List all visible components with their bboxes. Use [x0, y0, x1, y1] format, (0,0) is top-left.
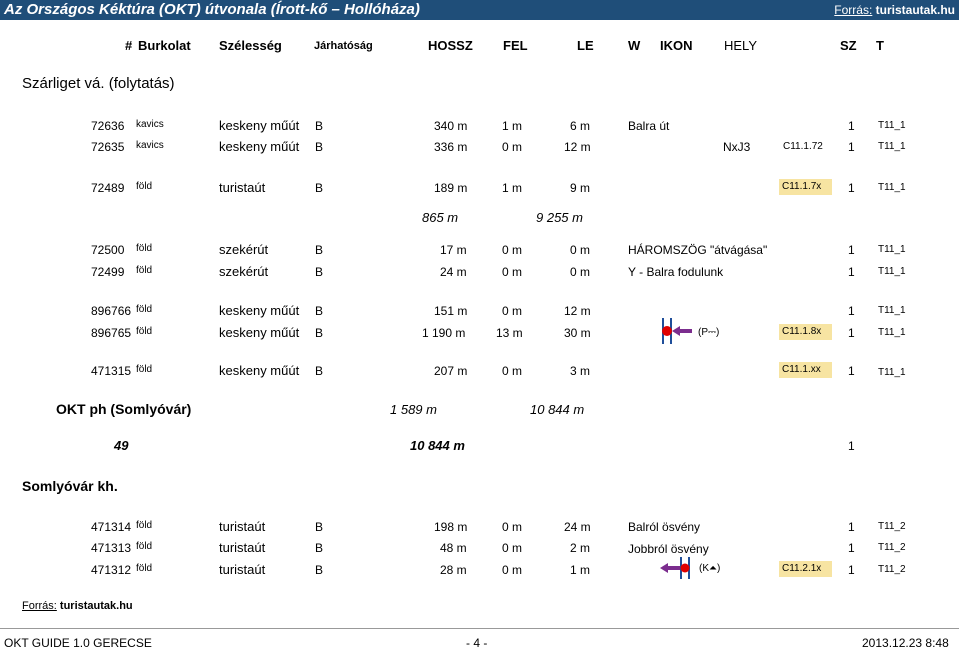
source-value: turistautak.hu — [875, 3, 955, 17]
row-t: T11_1 — [878, 120, 906, 131]
row-width: szekérút — [219, 242, 269, 257]
footer-source-label[interactable]: Forrás: — [22, 600, 57, 612]
row-down: 1 m — [570, 563, 591, 577]
row-waypoint: Jobbról ösvény — [628, 542, 709, 556]
subtotal-cumulative: 9 255 m — [536, 210, 583, 225]
row-t: T11_2 — [878, 542, 906, 553]
row-width: keskeny műút — [219, 139, 300, 154]
subtotal-length: 1 589 m — [390, 402, 437, 417]
place-code-box: C11.1.7x — [779, 179, 832, 195]
row-down: 0 m — [570, 243, 591, 257]
row-surface: föld — [136, 541, 153, 552]
col-length: HOSSZ — [428, 38, 473, 53]
row-t: T11_1 — [878, 367, 906, 378]
row-up: 0 m — [502, 304, 523, 318]
footer-guide: OKT GUIDE 1.0 GERECSE — [4, 636, 152, 650]
row-length: 207 m — [434, 364, 468, 378]
row-width: keskeny műút — [219, 303, 300, 318]
row-waypoint: Y - Balra fodulunk — [628, 265, 724, 279]
row-width: turistaút — [219, 562, 266, 577]
row-waypoint: HÁROMSZÖG "átvágása" — [628, 243, 768, 257]
row-down: 0 m — [570, 265, 591, 279]
row-width: turistaút — [219, 180, 266, 195]
row-down: 24 m — [564, 520, 591, 534]
row-t: T11_1 — [878, 182, 906, 193]
row-id: 471312 — [91, 563, 132, 577]
row-length: 336 m — [434, 140, 468, 154]
row-id: 72499 — [91, 265, 125, 279]
row-id: 896765 — [91, 326, 132, 340]
row-length: 189 m — [434, 181, 468, 195]
row-down: 12 m — [564, 304, 591, 318]
row-length: 17 m — [440, 243, 467, 257]
col-passability: Járhatóság — [314, 40, 373, 52]
row-sz: 1 — [848, 520, 855, 534]
row-id: 471315 — [91, 364, 132, 378]
row-sz: 1 — [848, 243, 855, 257]
row-sz: 1 — [848, 140, 855, 154]
row-surface: föld — [136, 364, 153, 375]
row-t: T11_1 — [878, 327, 906, 338]
footer-source — [22, 600, 133, 612]
total-sz: 1 — [848, 439, 855, 453]
row-width: keskeny műút — [219, 363, 300, 378]
row-length: 340 m — [434, 119, 468, 133]
row-length: 24 m — [440, 265, 467, 279]
row-pass: B — [315, 326, 324, 340]
col-sz: SZ — [840, 38, 857, 53]
row-id: 72489 — [91, 181, 125, 195]
footer-date: 2013.12.23 8:48 — [862, 636, 949, 650]
row-up: 0 m — [502, 265, 523, 279]
row-pass: B — [315, 304, 324, 318]
row-pass: B — [315, 541, 324, 555]
place-code-box: C11.2.1x — [779, 561, 832, 577]
col-down: LE — [577, 38, 594, 53]
row-width: keskeny műút — [219, 118, 300, 133]
col-num: # — [125, 38, 133, 53]
row-surface: kavics — [136, 140, 164, 151]
row-sz: 1 — [848, 181, 855, 195]
source-label[interactable]: Forrás: — [834, 3, 873, 17]
col-up: FEL — [503, 38, 528, 53]
row-pass: B — [315, 520, 324, 534]
row-pass: B — [315, 119, 324, 133]
row-sz: 1 — [848, 326, 855, 340]
subtotal-length: 865 m — [422, 210, 459, 225]
section-somlyovar: Somlyóvár kh. — [22, 478, 118, 494]
row-surface: föld — [136, 304, 153, 315]
section-szarliget: Szárliget vá. (folytatás) — [22, 75, 175, 92]
row-down: 9 m — [570, 181, 591, 195]
row-length: 151 m — [434, 304, 468, 318]
row-surface: föld — [136, 265, 153, 276]
row-pass: B — [315, 364, 324, 378]
row-sz: 1 — [848, 304, 855, 318]
row-pass: B — [315, 243, 324, 257]
row-surface: föld — [136, 326, 153, 337]
row-t: T11_1 — [878, 244, 906, 255]
row-icon-code: (K⏶) — [699, 563, 721, 574]
row-t: T11_2 — [878, 521, 906, 532]
row-icon-code: (P⎓) — [698, 327, 720, 338]
row-id: 896766 — [91, 304, 132, 318]
row-sz: 1 — [848, 119, 855, 133]
row-down: 6 m — [570, 119, 591, 133]
total-count: 49 — [114, 438, 129, 453]
row-up: 1 m — [502, 181, 523, 195]
footer-page-number: - 4 - — [466, 636, 488, 650]
row-up: 0 m — [502, 243, 523, 257]
row-down: 30 m — [564, 326, 591, 340]
row-t: T11_1 — [878, 141, 906, 152]
row-waypoint: Balra út — [628, 119, 670, 133]
row-up: 0 m — [502, 520, 523, 534]
row-width: keskeny műút — [219, 325, 300, 340]
row-width: turistaút — [219, 519, 266, 534]
row-pass: B — [315, 563, 324, 577]
subtotal-cumulative: 10 844 m — [530, 402, 585, 417]
section-okt-ph: OKT ph (Somlyóvár) — [56, 401, 192, 417]
row-id: 72635 — [91, 140, 125, 154]
col-width: Szélesség — [219, 38, 282, 53]
total-cumulative: 10 844 m — [410, 438, 465, 453]
row-sz: 1 — [848, 541, 855, 555]
row-surface: föld — [136, 243, 153, 254]
row-pass: B — [315, 265, 324, 279]
row-id: 72500 — [91, 243, 125, 257]
row-sz: 1 — [848, 563, 855, 577]
row-width: turistaút — [219, 540, 266, 555]
row-up: 0 m — [502, 563, 523, 577]
junction-arrow-icon — [652, 318, 692, 344]
row-t: T11_2 — [878, 564, 906, 575]
row-surface: föld — [136, 181, 153, 192]
row-id: 471313 — [91, 541, 132, 555]
col-w: W — [628, 38, 641, 53]
footer-divider — [0, 628, 959, 629]
row-up: 0 m — [502, 541, 523, 555]
row-waypoint: Balról ösvény — [628, 520, 701, 534]
footer-source-value: turistautak.hu — [59, 600, 133, 612]
row-down: 2 m — [570, 541, 591, 555]
col-icon: IKON — [660, 38, 693, 53]
row-up: 1 m — [502, 119, 523, 133]
row-width: szekérút — [219, 264, 269, 279]
left-arrow-junction-icon — [660, 557, 696, 579]
row-length: 198 m — [434, 520, 468, 534]
row-t: T11_1 — [878, 305, 906, 316]
row-t: T11_1 — [878, 266, 906, 277]
col-surface: Burkolat — [138, 38, 191, 53]
place-code-box: C11.1.xx — [779, 362, 832, 378]
row-length: 48 m — [440, 541, 467, 555]
row-length: 28 m — [440, 563, 467, 577]
row-pass: B — [315, 140, 324, 154]
source-credit — [834, 0, 955, 20]
place-code-box: C11.1.8x — [779, 324, 832, 340]
row-up: 0 m — [502, 364, 523, 378]
row-surface: föld — [136, 563, 153, 574]
col-t: T — [876, 38, 884, 53]
row-up: 0 m — [502, 140, 523, 154]
row-surface: kavics — [136, 119, 164, 130]
row-length: 1 190 m — [422, 326, 466, 340]
row-icon-code: NxJ3 — [723, 140, 751, 154]
row-down: 3 m — [570, 364, 591, 378]
row-place-code: C11.1.72 — [783, 141, 823, 152]
row-down: 12 m — [564, 140, 591, 154]
page-title: Az Országos Kéktúra (OKT) útvonala (Írott-kő – Hollóháza) — [4, 1, 420, 18]
row-pass: B — [315, 181, 324, 195]
row-id: 72636 — [91, 119, 125, 133]
col-place: HELY — [724, 38, 757, 53]
row-sz: 1 — [848, 364, 855, 378]
row-id: 471314 — [91, 520, 132, 534]
row-sz: 1 — [848, 265, 855, 279]
row-up: 13 m — [496, 326, 523, 340]
row-surface: föld — [136, 520, 153, 531]
